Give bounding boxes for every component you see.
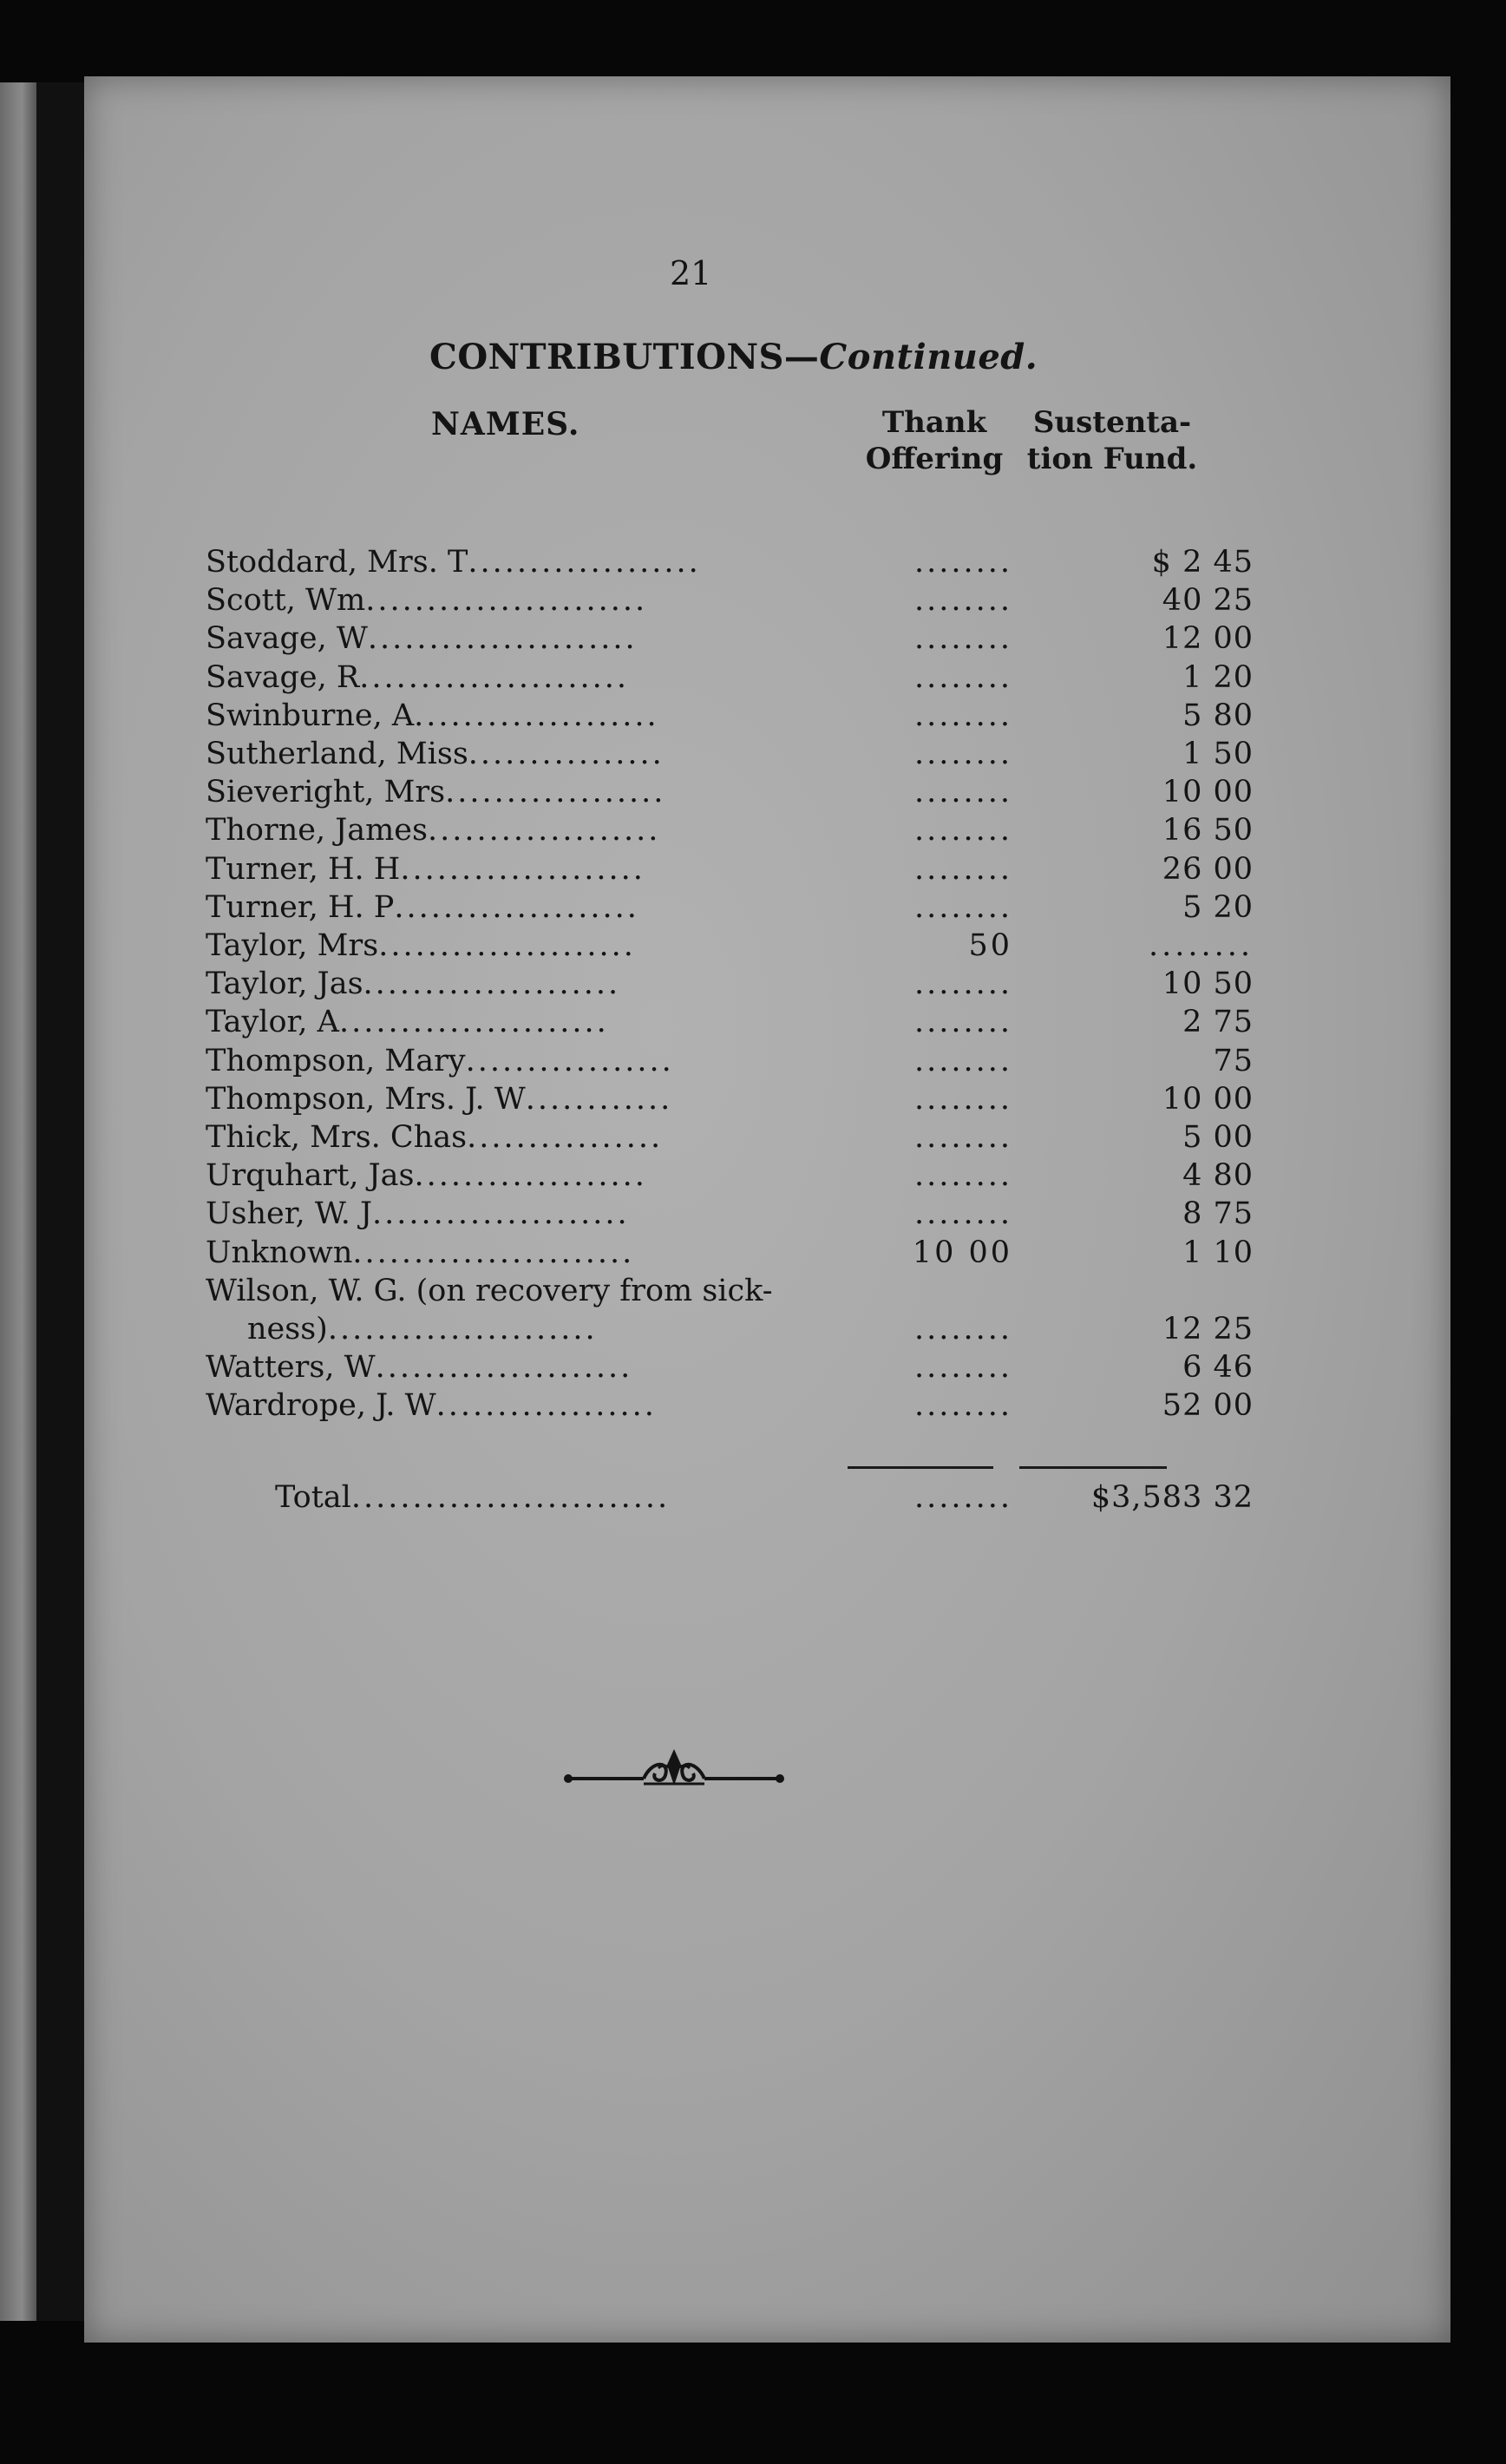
total-label: Total <box>275 1480 351 1515</box>
table-row <box>84 852 1450 890</box>
thank-offering-amount: ........ <box>913 1043 1012 1078</box>
table-row <box>84 1044 1450 1082</box>
document-page <box>84 76 1450 2343</box>
sustentation-fund-amount: 75 <box>1213 1043 1254 1078</box>
sustentation-fund-amount: $ 2 45 <box>1151 545 1254 580</box>
dot-leader: .................. <box>445 775 666 810</box>
sustentation-fund-amount: ........ <box>1148 928 1254 963</box>
sustentation-fund-amount: 10 00 <box>1162 775 1254 810</box>
table-row <box>84 890 1450 928</box>
sustentation-fund-amount: 12 00 <box>1162 621 1254 657</box>
sust-header-line1: Sustenta- <box>1032 405 1192 440</box>
thank-offering-amount: ........ <box>913 545 1012 580</box>
dot-leader: ...................... <box>327 1312 598 1347</box>
table-row <box>84 1158 1450 1196</box>
table-row <box>84 813 1450 851</box>
table-row <box>84 583 1450 621</box>
dot-leader: ....................... <box>352 1235 635 1270</box>
thank-offering-amount: ........ <box>913 813 1012 849</box>
thank-offering-amount: ........ <box>913 583 1012 619</box>
dot-leader: .................... <box>400 851 645 887</box>
contributor-name: Taylor, Jas <box>206 967 363 1002</box>
column-header-sustentation-fund <box>1017 404 1208 477</box>
total-sustentation-fund: $3,583 32 <box>1090 1480 1254 1515</box>
dot-leader: ..................... <box>375 1350 633 1386</box>
title-continued: Continued. <box>819 337 1038 377</box>
contributor-name: Taylor, Mrs <box>206 928 379 963</box>
sustentation-fund-amount: 4 80 <box>1182 1158 1254 1194</box>
thank-offering-amount: ........ <box>913 1388 1012 1424</box>
sustentation-fund-amount: 26 00 <box>1162 851 1254 887</box>
contributor-name: Scott, Wm <box>206 583 366 619</box>
thank-offering-amount: ........ <box>913 1350 1012 1386</box>
table-row <box>84 967 1450 1005</box>
table-row <box>84 928 1450 967</box>
dot-leader: .................... <box>414 698 659 733</box>
dot-leader: ..................... <box>372 1196 630 1232</box>
dot-leader: ................ <box>468 737 665 771</box>
thank-offering-amount: ........ <box>913 1196 1012 1232</box>
total-row <box>84 1480 1450 1518</box>
thank-offering-amount: ........ <box>913 1081 1012 1117</box>
thank-offering-amount: 10 00 <box>912 1235 1012 1270</box>
contributor-name: Usher, W. J <box>206 1196 372 1232</box>
sustentation-fund-amount: 1 20 <box>1182 659 1254 695</box>
contributor-name: Unknown <box>206 1235 353 1270</box>
table-row <box>84 698 1450 737</box>
contributor-name: Taylor, A <box>206 1005 339 1040</box>
total-leader: .......................... <box>350 1480 671 1515</box>
dot-leader: ..................... <box>363 967 621 1002</box>
contributor-name: Thompson, Mrs. J. W <box>206 1081 526 1117</box>
sustentation-fund-amount: 52 00 <box>1162 1388 1254 1424</box>
contributor-name: Wilson, W. G. (on recovery from sick- <box>206 1273 773 1308</box>
table-row <box>84 545 1450 583</box>
contributor-name: Thick, Mrs. Chas <box>206 1120 468 1155</box>
sustentation-fund-amount: 5 00 <box>1182 1120 1254 1155</box>
table-row <box>84 1312 1450 1350</box>
sustentation-fund-amount: 6 46 <box>1182 1350 1254 1386</box>
contributor-name: Watters, W <box>206 1350 376 1386</box>
contributor-name: Swinburne, A <box>206 698 415 733</box>
dot-leader: ..................... <box>378 928 636 963</box>
thank-offering-amount: ........ <box>913 1005 1012 1040</box>
dot-leader: ................... <box>414 1158 647 1194</box>
binding-shadow <box>36 82 84 2321</box>
table-row <box>84 621 1450 659</box>
table-row <box>84 660 1450 698</box>
sustentation-fund-amount: 2 75 <box>1182 1005 1254 1040</box>
sustentation-fund-amount: 5 80 <box>1182 698 1254 733</box>
thank-offering-amount: ........ <box>913 737 1012 771</box>
contributor-name: Sieveright, Mrs <box>206 775 446 810</box>
dot-leader: ................. <box>465 1043 674 1078</box>
table-row <box>84 1350 1450 1388</box>
sustentation-fund-amount: 1 50 <box>1182 737 1254 771</box>
contributor-name: Sutherland, Miss <box>206 737 468 771</box>
sustentation-fund-amount: 5 20 <box>1182 889 1254 925</box>
table-row <box>84 737 1450 775</box>
thank-header-line1: Thank <box>881 405 987 440</box>
dot-leader: ................ <box>467 1120 664 1155</box>
dot-leader: ................... <box>468 545 701 580</box>
table-row <box>84 1120 1450 1158</box>
dot-leader: ............ <box>525 1081 673 1117</box>
table-row <box>84 1274 1450 1312</box>
page-number: 21 <box>670 254 712 292</box>
sustentation-fund-amount: 1 10 <box>1182 1235 1254 1270</box>
sustentation-fund-amount: 8 75 <box>1182 1196 1254 1232</box>
sustentation-fund-amount: 12 25 <box>1162 1312 1254 1347</box>
thank-offering-amount: ........ <box>913 1312 1012 1347</box>
thank-offering-amount: ........ <box>913 967 1012 1002</box>
sustentation-fund-amount: 40 25 <box>1162 583 1254 619</box>
column-header-thank-offering <box>848 404 1021 477</box>
thank-offering-amount: ........ <box>913 621 1012 657</box>
contributor-name: Savage, R <box>206 659 360 695</box>
contributor-name: Thorne, James <box>206 813 428 849</box>
table-row <box>84 1196 1450 1235</box>
title-main: CONTRIBUTIONS— <box>429 337 820 377</box>
sust-header-line2: tion Fund. <box>1026 442 1198 476</box>
column-header-names: NAMES. <box>431 406 580 442</box>
sustentation-fund-amount: 10 50 <box>1162 967 1254 1002</box>
contributor-name: ness) <box>247 1312 328 1347</box>
dot-leader: .................. <box>435 1388 657 1424</box>
thank-offering-amount: ........ <box>913 698 1012 733</box>
contributor-name: Urquhart, Jas <box>206 1158 415 1194</box>
dot-leader: ....................... <box>365 583 648 619</box>
table-row <box>84 1388 1450 1426</box>
thank-offering-amount: 50 <box>968 928 1012 963</box>
thank-offering-amount: ........ <box>913 889 1012 925</box>
thank-offering-amount: ........ <box>913 851 1012 887</box>
dot-leader: ...................... <box>367 621 638 657</box>
table-row <box>84 1005 1450 1043</box>
contributor-name: Savage, W <box>206 621 368 657</box>
dot-leader: ...................... <box>338 1005 609 1040</box>
table-row <box>84 775 1450 813</box>
thank-offering-amount: ........ <box>913 659 1012 695</box>
dot-leader: .................... <box>394 889 639 925</box>
sustentation-total-rule <box>1019 1466 1167 1469</box>
fleuron-ornament-icon <box>561 1742 787 1803</box>
thank-offering-amount: ........ <box>913 1120 1012 1155</box>
table-row <box>84 1082 1450 1120</box>
page-title <box>429 337 1038 377</box>
adjacent-page-edge <box>0 82 36 2321</box>
total-thank-offering: ........ <box>913 1480 1012 1515</box>
thank-offering-total-rule <box>848 1466 993 1469</box>
table-row <box>84 1235 1450 1274</box>
dot-leader: ................... <box>427 813 661 849</box>
contributor-name: Turner, H. P <box>206 889 395 925</box>
thank-offering-amount: ........ <box>913 1158 1012 1194</box>
contributor-name: Stoddard, Mrs. T <box>206 545 468 580</box>
thank-header-line2: Offering <box>865 442 1004 476</box>
contributor-name: Turner, H. H <box>206 851 401 887</box>
dot-leader: ...................... <box>359 659 629 695</box>
contributor-name: Wardrope, J. W <box>206 1388 436 1424</box>
sustentation-fund-amount: 16 50 <box>1162 813 1254 849</box>
sustentation-fund-amount: 10 00 <box>1162 1081 1254 1117</box>
contributor-name: Thompson, Mary <box>206 1043 466 1078</box>
thank-offering-amount: ........ <box>913 775 1012 810</box>
